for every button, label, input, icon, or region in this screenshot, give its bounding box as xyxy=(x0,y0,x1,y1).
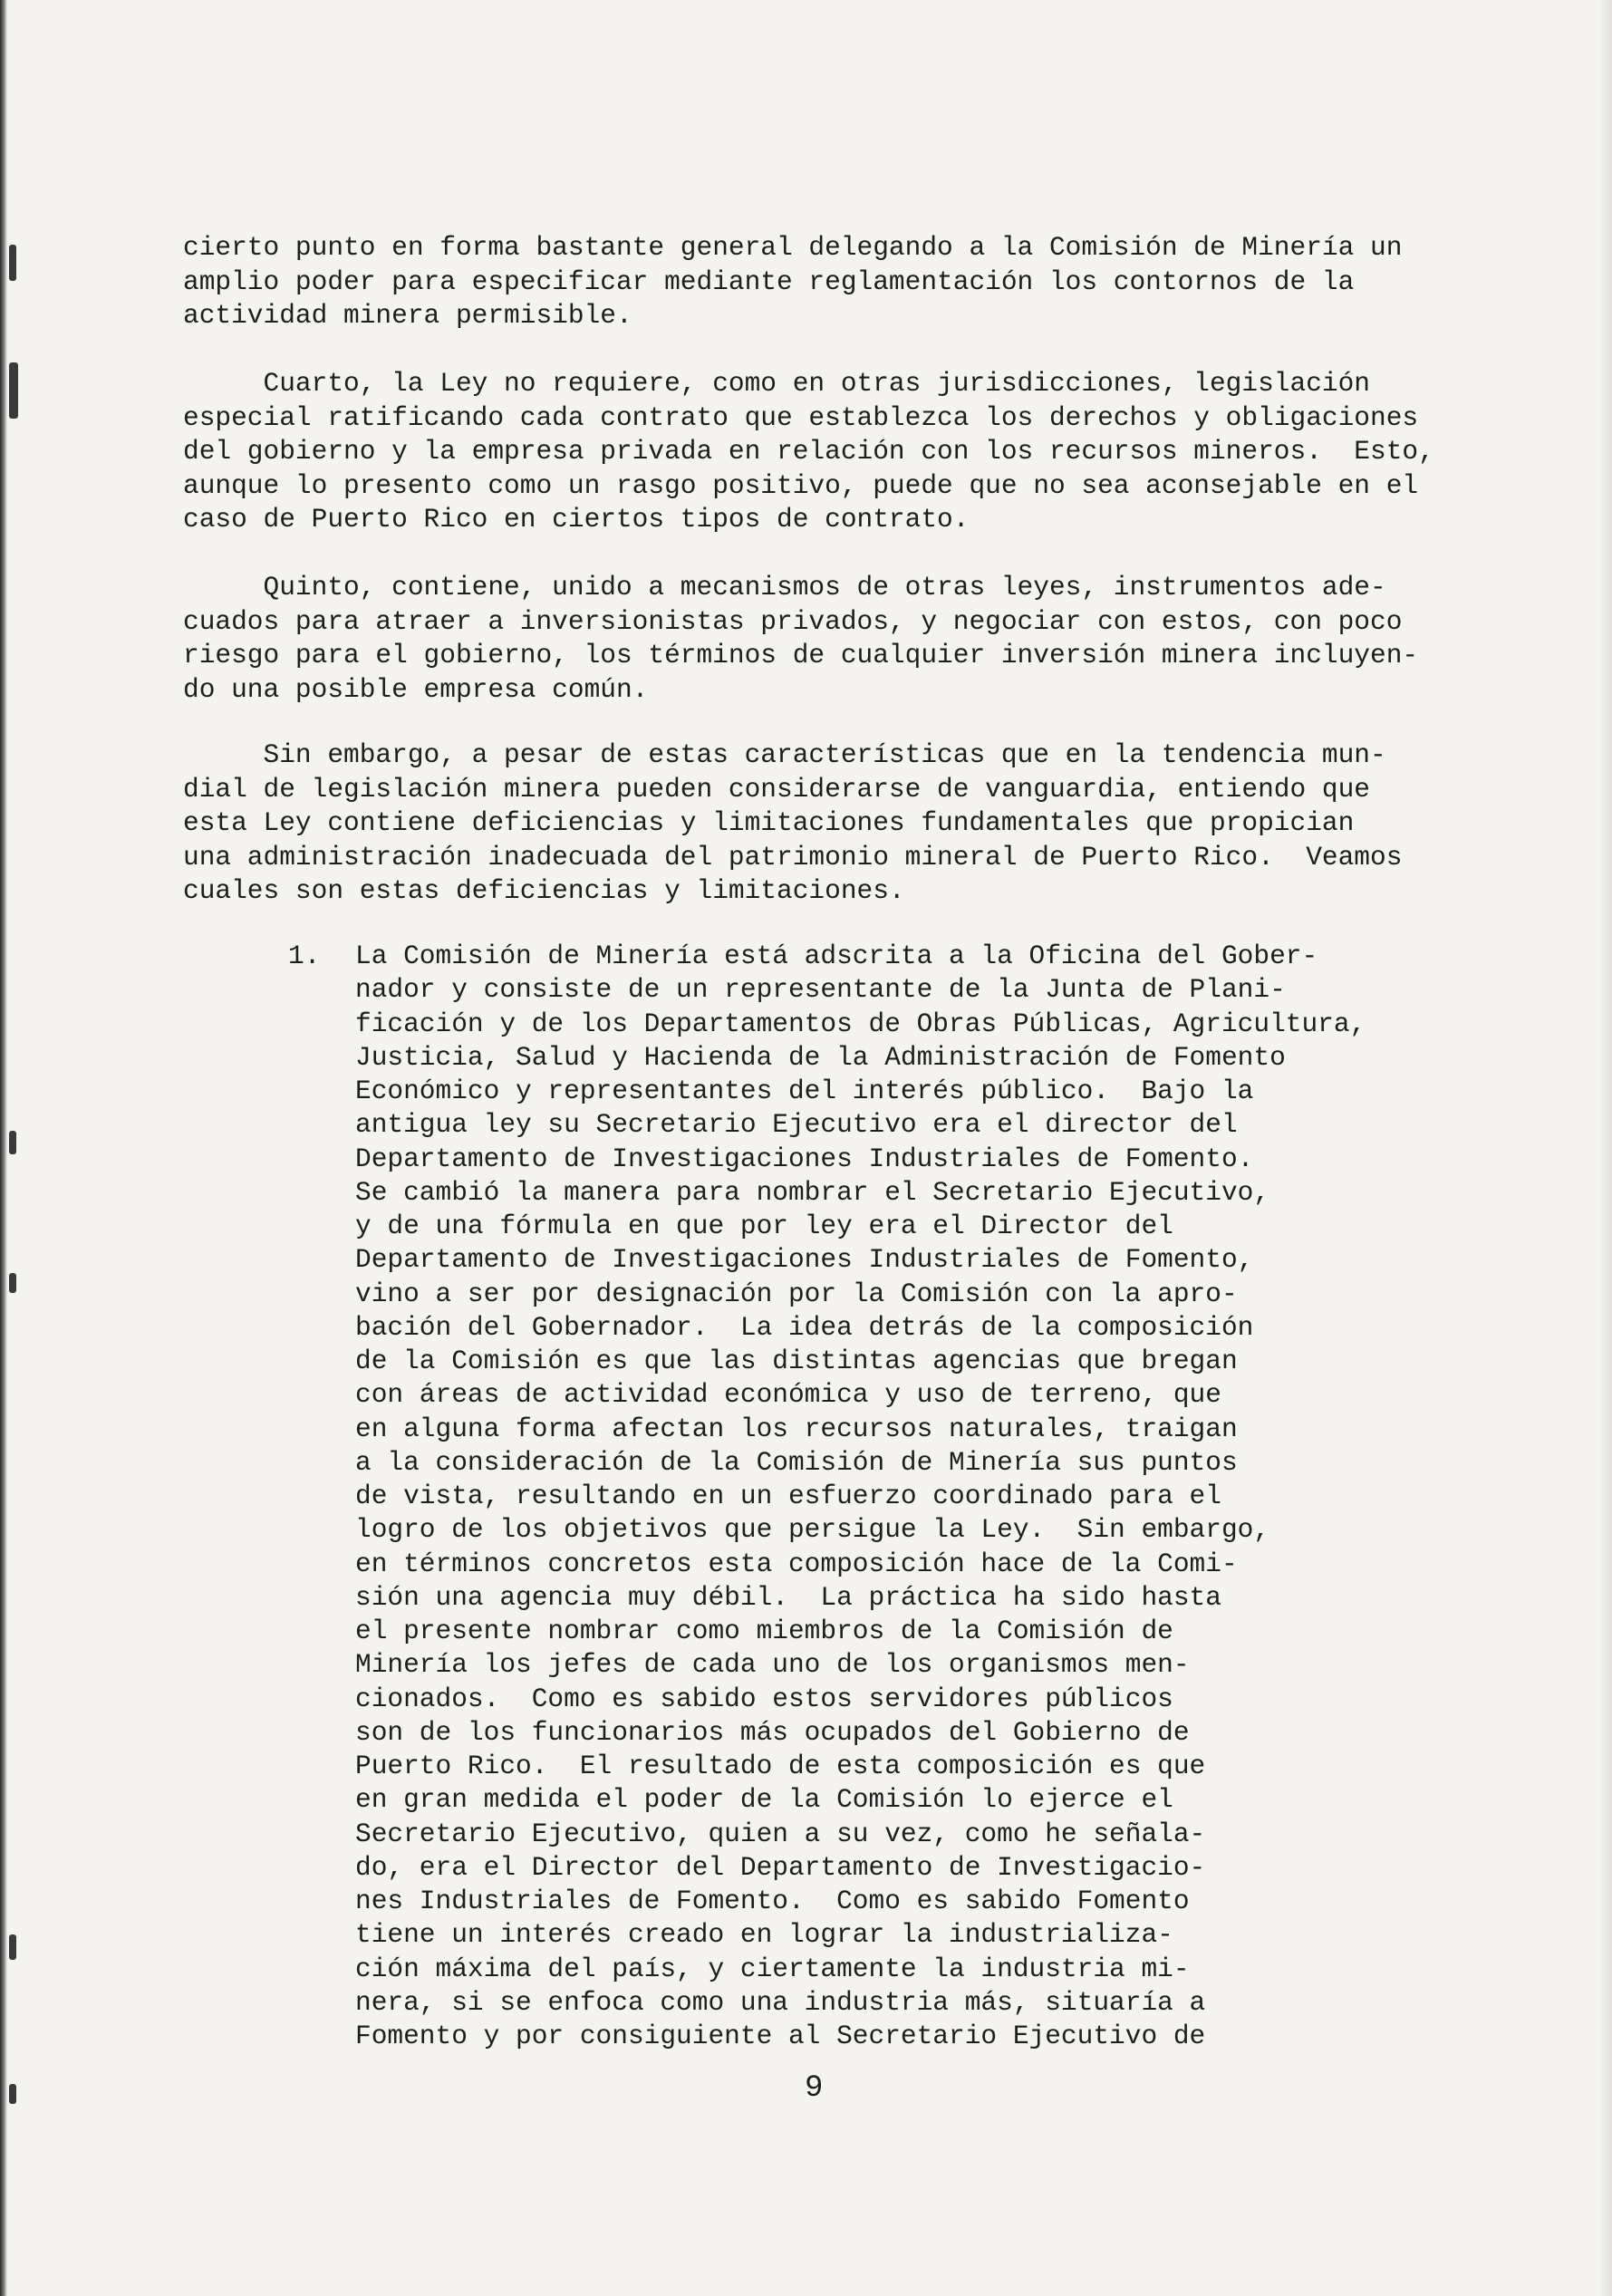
list-item-number: 1. xyxy=(288,941,321,971)
margin-mark xyxy=(9,1131,16,1154)
paragraph: Sin embargo, a pesar de estas características que en la tendencia mun- dial de legislación minera pueden considerarse de vanguardia, entiendo que esta Ley contiene deficiencias y limitaciones fundamentales que propician una administración inadecuada del patrimonio mineral de Puerto Rico. Veamos cuales son estas deficiencias y limitaciones. xyxy=(183,739,1403,906)
paragraph: Quinto, contiene, unido a mecanismos de otras leyes, instrumentos ade- cuados para atraer a inversionistas privados, y negociar con estos, con poco riesgo para el gobierno, los términos de cualquier inversión minera incluyen- do una posible empresa común. xyxy=(183,572,1419,705)
paragraph: Cuarto, la Ley no requiere, como en otras jurisdicciones, legislación especial ratificando cada contrato que establezca los derechos y obligaciones del gobierno y la empresa privada en relación con los recursos mineros. Esto, aunque lo presento como un rasgo positivo, puede que no sea aconsejable en el caso de Puerto Rico en ciertos tipos de contrato. xyxy=(183,368,1434,535)
page-number: 9 xyxy=(805,2071,824,2106)
paragraph: cierto punto en forma bastante general delegando a la Comisión de Minería un amplio poder para especificar mediante reglamentación los contornos de la actividad minera permisible. xyxy=(183,232,1403,331)
scanned-page-edge xyxy=(0,0,7,2296)
margin-mark xyxy=(9,1273,16,1293)
list-item-text: La Comisión de Minería está adscrita a la Oficina del Gober- nador y consiste de un representante de la Junta de Plani- ficación y de los Departamentos de Obras Públicas, Agricultura, Justicia, Salud y Hacienda de la Administración de Fomento Económico y representantes del interés público. Bajo la antigua ley su Secretario Ejecutivo era el director del Departamento de Investigaciones Industriales de Fomento. Se cambió la manera para nombrar el Secretario Ejecutivo, y de una fórmula en que por ley era el Director del Departamento de Investigaciones Industriales de Fomento, vino a ser por designación por la Comisión con la apro- bación del Gobernador. La idea detrás de la composición de la Comisión es que las distintas agencias que bregan con áreas de actividad económica y uso de terreno, que en alguna forma afectan los recursos naturales, traigan a la consideración de la Comisión de Minería sus puntos de vista, resultando en un esfuerzo coordinado para el logro de los objetivos que persigue la Ley. Sin embargo, en términos concretos esta composición hace de la Comi- sión una agencia muy débil. La práctica ha sido hasta el presente nombrar como miembros de la Comisión de Minería los jefes de cada uno de los organismos men- cionados. Como es sabido estos servidores públicos son de los funcionarios más ocupados del Gobierno de Puerto Rico. El resultado de esta composición es que en gran medida el poder de la Comisión lo ejerce el Secretario Ejecutivo, quien a su vez, como he señala- do, era el Director del Departamento de Investigacio- nes Industriales de Fomento. Como es sabido Fomento tiene un interés creado en lograr la industrializa- ción máxima del país, y ciertamente la industria mi- nera, si se enfoca como una industria más, situaría a Fomento y por consiguiente al Secretario Ejecutivo de xyxy=(355,941,1366,2051)
margin-mark xyxy=(9,362,18,419)
margin-mark xyxy=(9,1934,16,1960)
margin-mark xyxy=(9,2084,16,2104)
margin-mark xyxy=(9,245,16,281)
page-shadow xyxy=(1599,0,1612,2296)
